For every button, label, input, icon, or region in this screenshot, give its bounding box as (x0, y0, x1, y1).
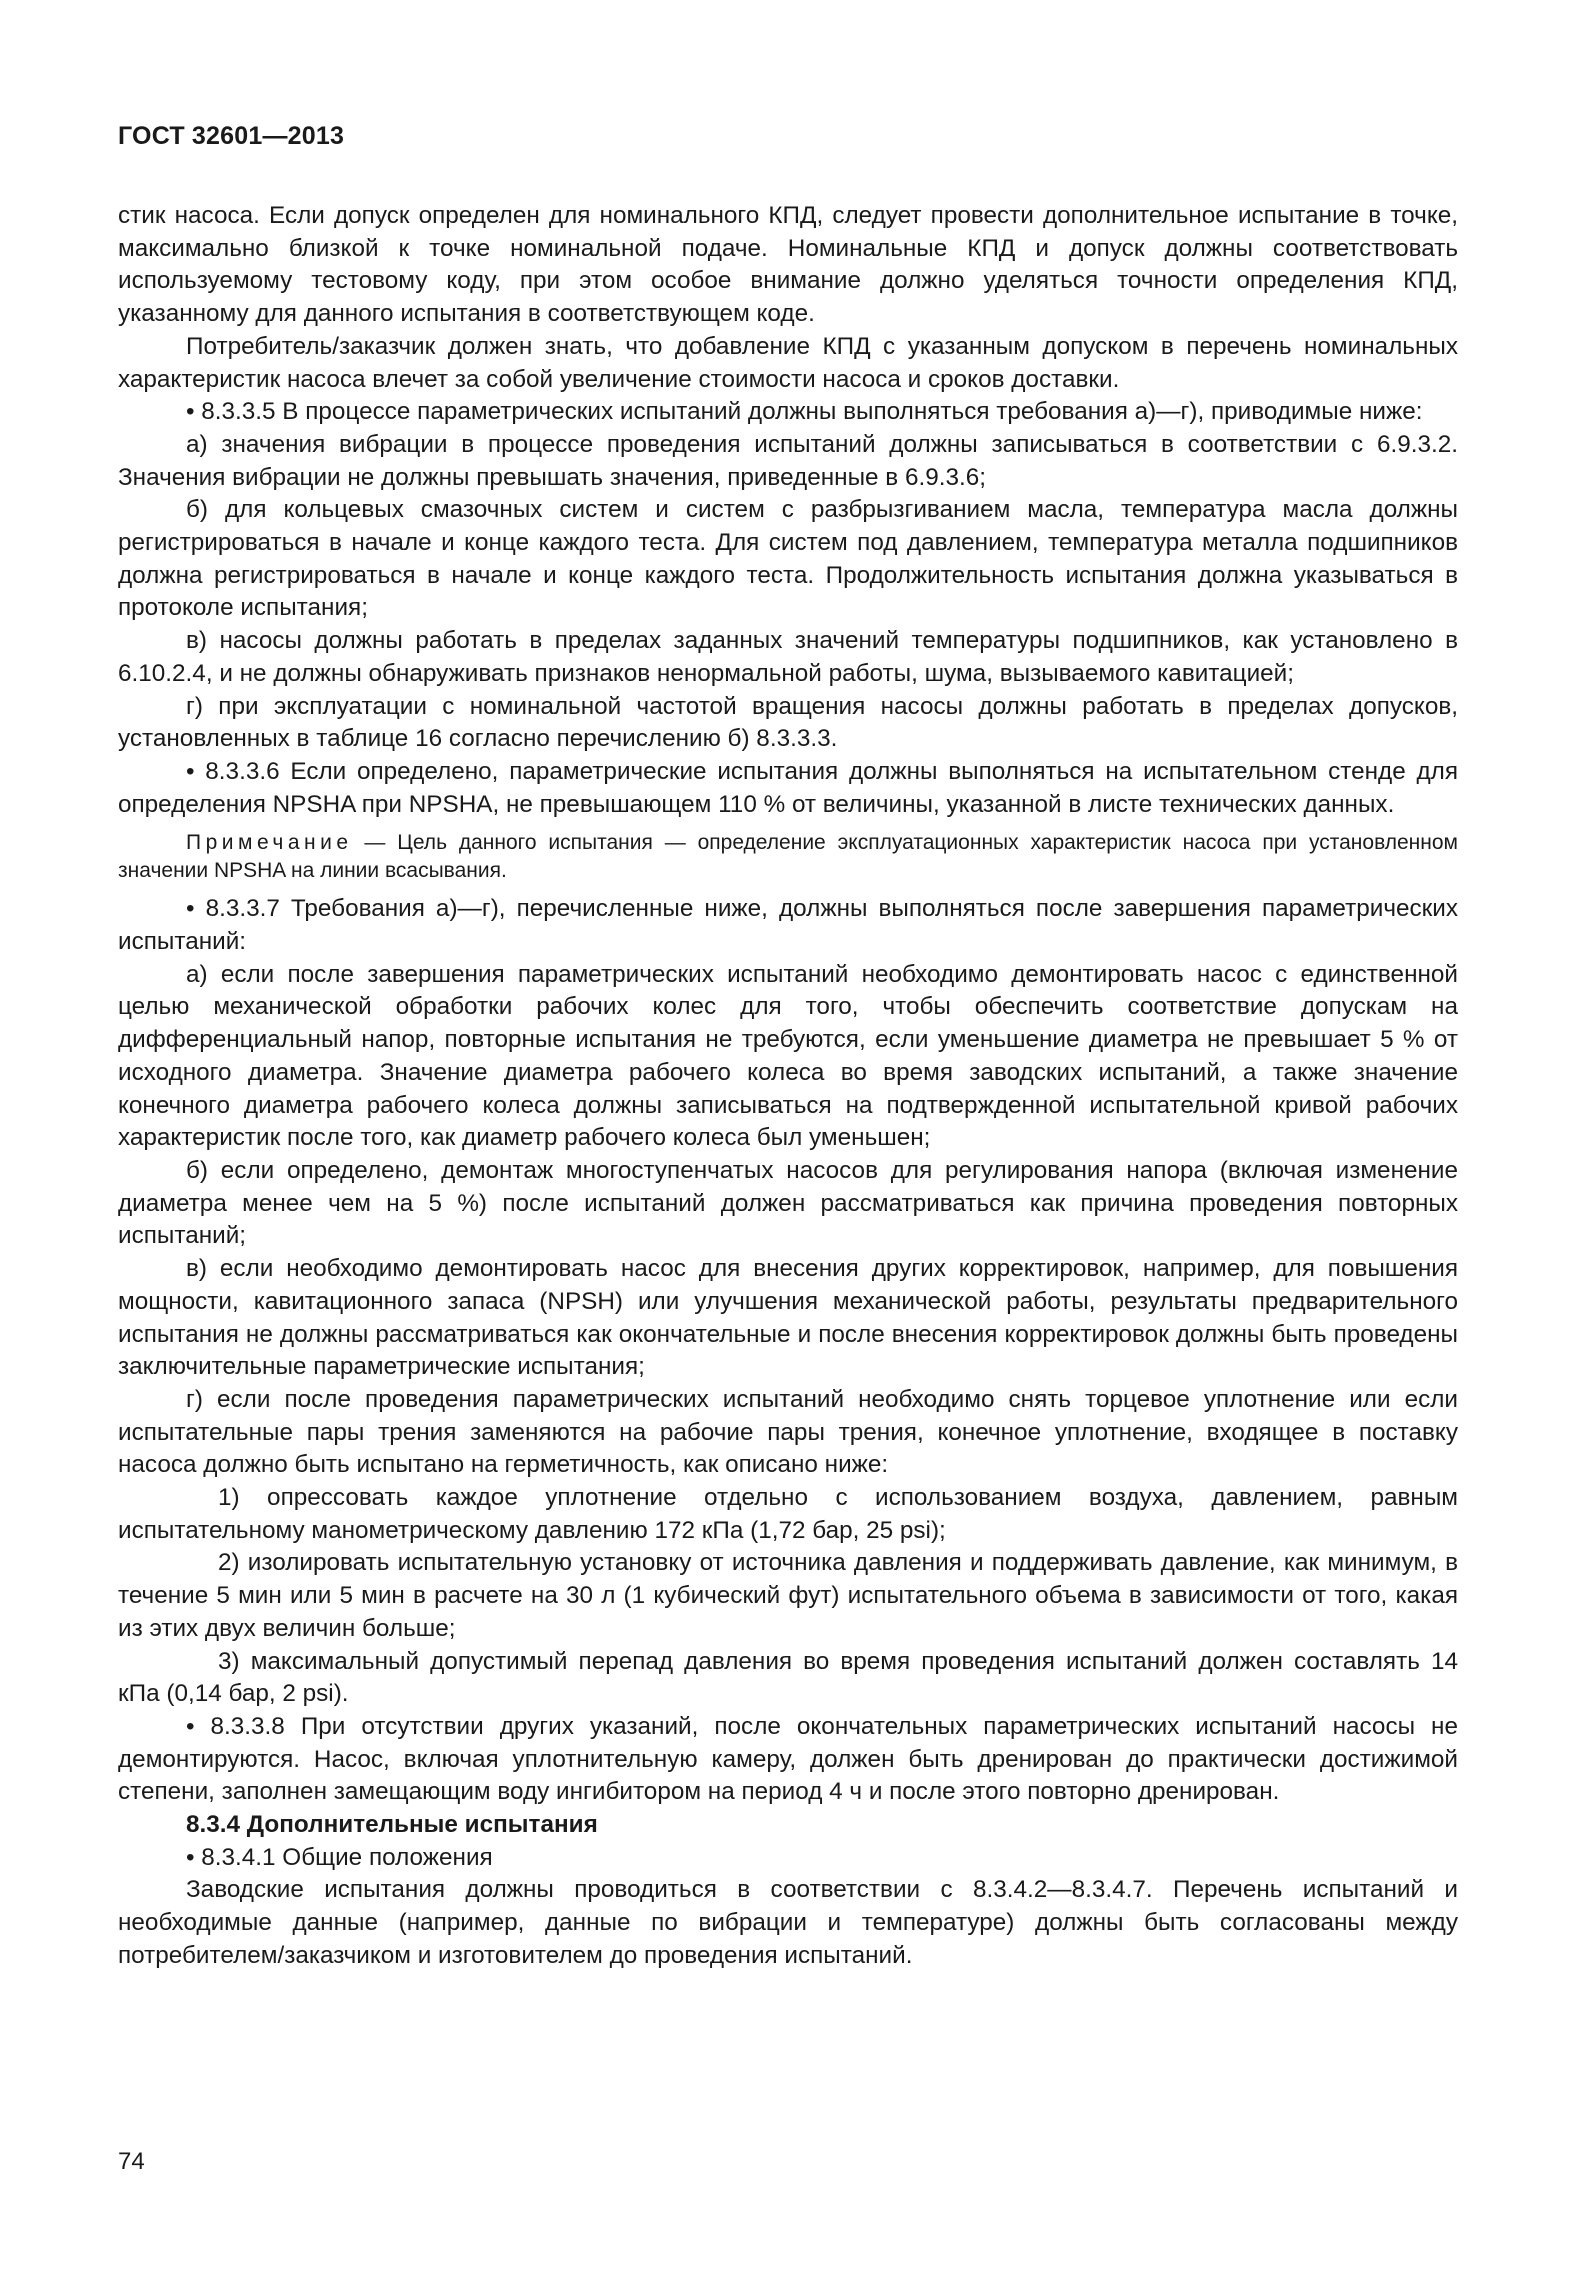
list-item-v-corrections: в) если необходимо демонтировать насос для внесения других корректировок, например, для повышения мощности, кавитационного запаса (NPSH) или улучшения механической работы, результаты предварительного испытания не должны рассматриваться как окончательные и после внесения корректировок должны быть проведены заключительные параметрические испытания; (118, 1255, 1458, 1381)
note (118, 829, 1458, 885)
list-item-a-impeller-trim: а) если после завершения параметрических испытаний необходимо демонтировать насос с единственной целью механической обработки рабочих колес для того, чтобы обеспечить соответствие допускам на дифференциальный напор, повторные испытания не требуются, если уменьшение диаметра не превышает 5 % от исходного диаметра. Значение диаметра рабочего колеса во время заводских испытаний, а также значение конечного диаметра рабочего колеса должны записываться на подтвержденной испытательной кривой рабочих характеристик после того, как диаметр рабочего колеса был уменьшен; (118, 960, 1458, 1152)
list-item-a-vibration: а) значения вибрации в процессе проведения испытаний должны записываться в соответствии с 6.9.3.2. Значения вибрации не должны превышать значения, приведенные в 6.9.3.6; (118, 430, 1458, 491)
paragraph-customer-note: Потребитель/заказчик должен знать, что добавление КПД с указанным допуском в перечень номинальных характеристик насоса влечет за собой увеличение стоимости насоса и сроков доставки. (118, 332, 1458, 393)
note-label: Примечание (186, 831, 353, 855)
clause-8-3-3-5: • 8.3.3.5 В процессе параметрических испытаний должны выполняться требования а)—г), приводимые ниже: (186, 398, 1423, 426)
sub-item-2-isolate: 2) изолировать испытательную установку от источника давления и поддерживать давление, как минимум, в течение 5 мин или 5 мин в расчете на 30 л (1 кубический фут) испытательного объема в зависимости от того, какая из этих двух величин больше; (118, 1549, 1458, 1642)
list-item-b-oil-temperature: б) для кольцевых смазочных систем и систем с разбрызгиванием масла, температура масла должны регистрироваться в начале и конце каждого теста. Для систем под давлением, температура металла подшипников должна регистрироваться в начале и конце каждого теста. Продолжительность испытания должна указываться в протоколе испытания; (118, 496, 1458, 622)
clause-8-3-3-7: • 8.3.3.7 Требования а)—г), перечисленные ниже, должны выполняться после завершения параметрических испытаний: (118, 895, 1458, 956)
document-body (118, 200, 1458, 1973)
document-header: ГОСТ 32601—2013 (118, 122, 345, 150)
sub-item-3-pressure-drop: 3) максимальный допустимый перепад давления во время проведения испытаний должен составлять 14 кПа (0,14 бар, 2 psi). (118, 1647, 1458, 1708)
list-item-g-tolerances: г) при эксплуатации с номинальной частотой вращения насосы должны работать в пределах допусков, установленных в таблице 16 согласно перечислению б) 8.3.3.3. (118, 692, 1458, 753)
list-item-b-disassembly: б) если определено, демонтаж многоступенчатых насосов для регулирования напора (включая изменение диаметра менее чем на 5 %) после испытаний должен рассматриваться как причина проведения повторных испытаний; (118, 1156, 1458, 1250)
section-heading-8-3-4: 8.3.4 Дополнительные испытания (186, 1811, 598, 1839)
list-item-g-seal-test: г) если после проведения параметрических испытаний необходимо снять торцевое уплотнение или если испытательные пары трения заменяются на рабочие пары трения, конечное уплотнение, входящее в поставку насоса должно быть испытано на герметичность, как описано ниже: (118, 1385, 1458, 1479)
sub-item-1-pressurize: 1) опрессовать каждое уплотнение отдельно с использованием воздуха, давлением, равным испытательному манометрическому давлению 172 кПа (1,72 бар, 25 psi); (118, 1484, 1458, 1544)
note-text: — Цель данного испытания — определение эксплуатационных характеристик насоса при установленном значении NPSHA на линии всасывания. (118, 831, 1458, 883)
paragraph-factory-tests: Заводские испытания должны проводиться в соответствии с 8.3.4.2—8.3.4.7. Перечень испытаний и необходимые данные (например, данные по вибрации и температуре) должны быть согласованы между потребителем/заказчиком и изготовителем до проведения испытаний. (118, 1876, 1458, 1969)
clause-8-3-4-1: • 8.3.4.1 Общие положения (186, 1843, 493, 1871)
clause-8-3-3-6: • 8.3.3.6 Если определено, параметрические испытания должны выполняться на испытательном стенде для определения NPSHA при NPSHA, не превышающем 110 % от величины, указанной в листе технических данных. (118, 757, 1458, 818)
clause-8-3-3-8: • 8.3.3.8 При отсутствии других указаний, после окончательных параметрических испытаний насосы не демонтируются. Насос, включая уплотнительную камеру, должен быть дренирован до практически достижимой степени, заполнен замещающим воду ингибитором на период 4 ч и после этого повторно дренирован. (118, 1712, 1458, 1806)
page-number: 74 (118, 2148, 145, 2175)
paragraph-continuation: стик насоса. Если допуск определен для номинального КПД, следует провести дополнительное испытание в точке, максимально близкой к точке номинальной подаче. Номинальные КПД и допуск должны соответствовать используемому тестовому коду, при этом особое внимание должно уделяться точности определения КПД, указанному для данного испытания в соответствующем коде. (118, 202, 1458, 328)
list-item-v-bearing-temperature: в) насосы должны работать в пределах заданных значений температуры подшипников, как установлено в 6.10.2.4, и не должны обнаруживать признаков ненормальной работы, шума, вызываемого кавитацией; (118, 627, 1458, 687)
